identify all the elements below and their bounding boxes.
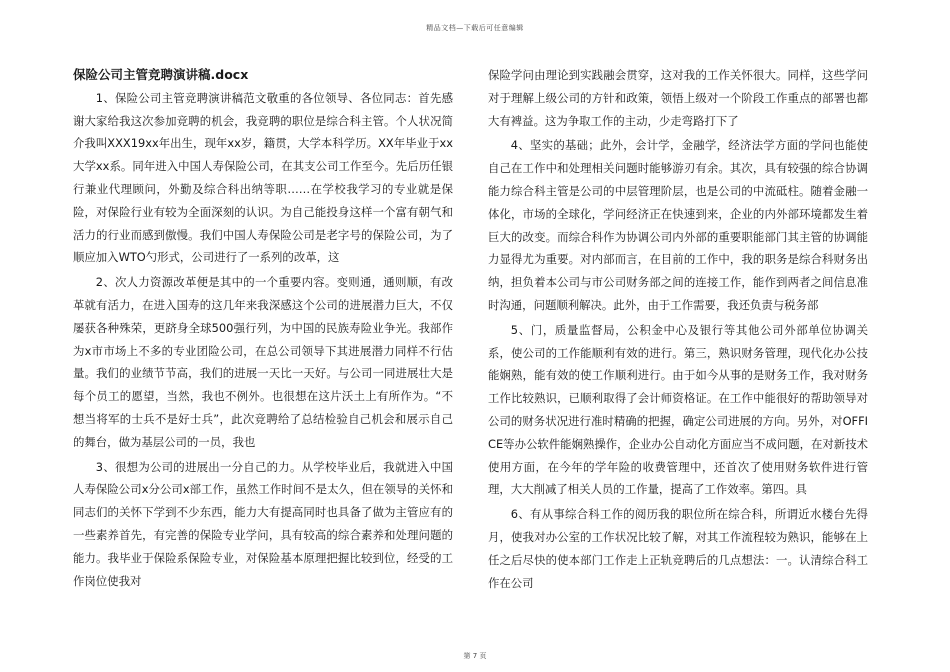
paragraph-2: 2、次人力资源改革便是其中的一个重要内容。变则通，通则顺，有改革就有活力，在进入国寿的这几年来我深感这个公司的进展潜力巨大，不仅屡获各种殊荣，更跻身全球500强行列，为中国的民族寿险业争光。我部作为x市市场上不多的专业团险公司，在总公司领导下其进展潜力同样不行估量。我们的业绩节节高，我们的进展一天比一天好。与公司一同进展壮大是每个员工的愿望，当然，我也不例外。也很想在这片沃土上有所作为。“不想当将军的士兵不是好士兵”，此次竞聘给了总结检验自己机会和展示自己的舞台，做为基层公司的一员，我也 <box>73 275 453 449</box>
paragraph-5: 5、门，质量监督局，公积金中心及银行等其他公司外部单位协调关系，使公司的工作能顺利有效的进行。第三，熟识财务管理，现代化办公技能娴熟，能有效的使工作顺利进行。由于如今从事的是财务工作，我对财务工作比较熟识，已顺利取得了会计师资格证。在工作中能很好的帮助领导对公司的财务状况进行准时精确的把握，确定公司进展的方向。另外，对OFFICE等办公软件能娴熟操作，企业办公自动化方面应当不成问题，在对新技术使用方面，在今年的学年险的收费管理中，还首次了使用财务软件进行管理，大大削减了相关人员的工作量，提高了工作效率。第四。具 <box>488 322 868 497</box>
document-title: 保险公司主管竞聘演讲稿.docx <box>73 67 249 82</box>
right-column <box>488 64 868 596</box>
left-column <box>73 64 453 594</box>
paragraph-1: 1、保险公司主管竞聘演讲稿范文敬重的各位领导、各位同志：首先感谢大家给我这次参加竞聘的机会，我竞聘的职位是综合科主管。个人状况简介我叫XXX19xx年出生，现年xx岁，籍贯，大学本科学历。XX年毕业于xx大学xx系。同年进入中国人寿保险公司，在其支公司工作至今。先后历任银行兼业代理顾问，外勤及综合科出纳等职……在学校我学习的专业就是保险，对保险行业有较为全面深刻的认识。为自己能投身这样一个富有朝气和活力的行业而感到傲慢。我们中国人寿保险公司是老字号的保险公司，为了顺应加入WTO勺形式，公司进行了一系列的改革，这 <box>73 90 453 265</box>
paragraph-3-continuation: 保险学问由理论到实践融会贯穿，这对我的工作关怀很大。同样，这些学问对于理解上级公司的方针和政策，领悟上级对一个阶段工作重点的部署也都大有裨益。这为争取工作的主动，少走弯路打下了 <box>488 68 868 128</box>
paragraph-6: 6、有从事综合科工作的阅历我的职位所在综合科，所谓近水楼台先得月，使我对办公室的工作状况比较了解，对其工作流程较为熟识，能够在上任之后尽快的使本部门工作走上正轨竞聘后的几点想法：一。认清综合科工作在公司 <box>488 507 868 590</box>
page-header: 精品文档—下载后可任意编辑 <box>426 24 524 32</box>
page-number: 第 7 页 <box>463 652 487 660</box>
paragraph-3: 3、很想为公司的进展出一分自己的力。从学校毕业后，我就进入中国人寿保险公司x分公司x部工作，虽然工作时间不是太久，但在领导的关怀和同志们的关怀下学到不少东西，能力大有提高同时也具备了做为主管应有的一些素养首先，有完善的保险专业学问，具有较高的综合素养和处理问题的能力。我毕业于保险系保险专业，对保险基本原理把握比较到位，经受的工作岗位使我对 <box>73 459 453 588</box>
paragraph-4: 4、坚实的基础；此外，会计学，金融学，经济法学方面的学问也能使自己在工作中和处理相关问题时能够游刃有余。其次，具有较强的综合协调能力综合科主管是公司的中层管理阶层，也是公司的中流砥柱。随着金融一体化，市场的全球化，学问经济正在快速到来，企业的内外部环境都发生着巨大的改变。而综合科作为协调公司内外部的重要职能部门其主管的协调能力显得尤为重要。对内部而言，在目前的工作中，我的职务是综合科财务出纳，担负着本公司与市公司财务部之间的连接工作，能作到两者之间信息准时沟通，问题顺利解决。此外，由于工作需要，我还负责与税务部 <box>488 138 868 312</box>
